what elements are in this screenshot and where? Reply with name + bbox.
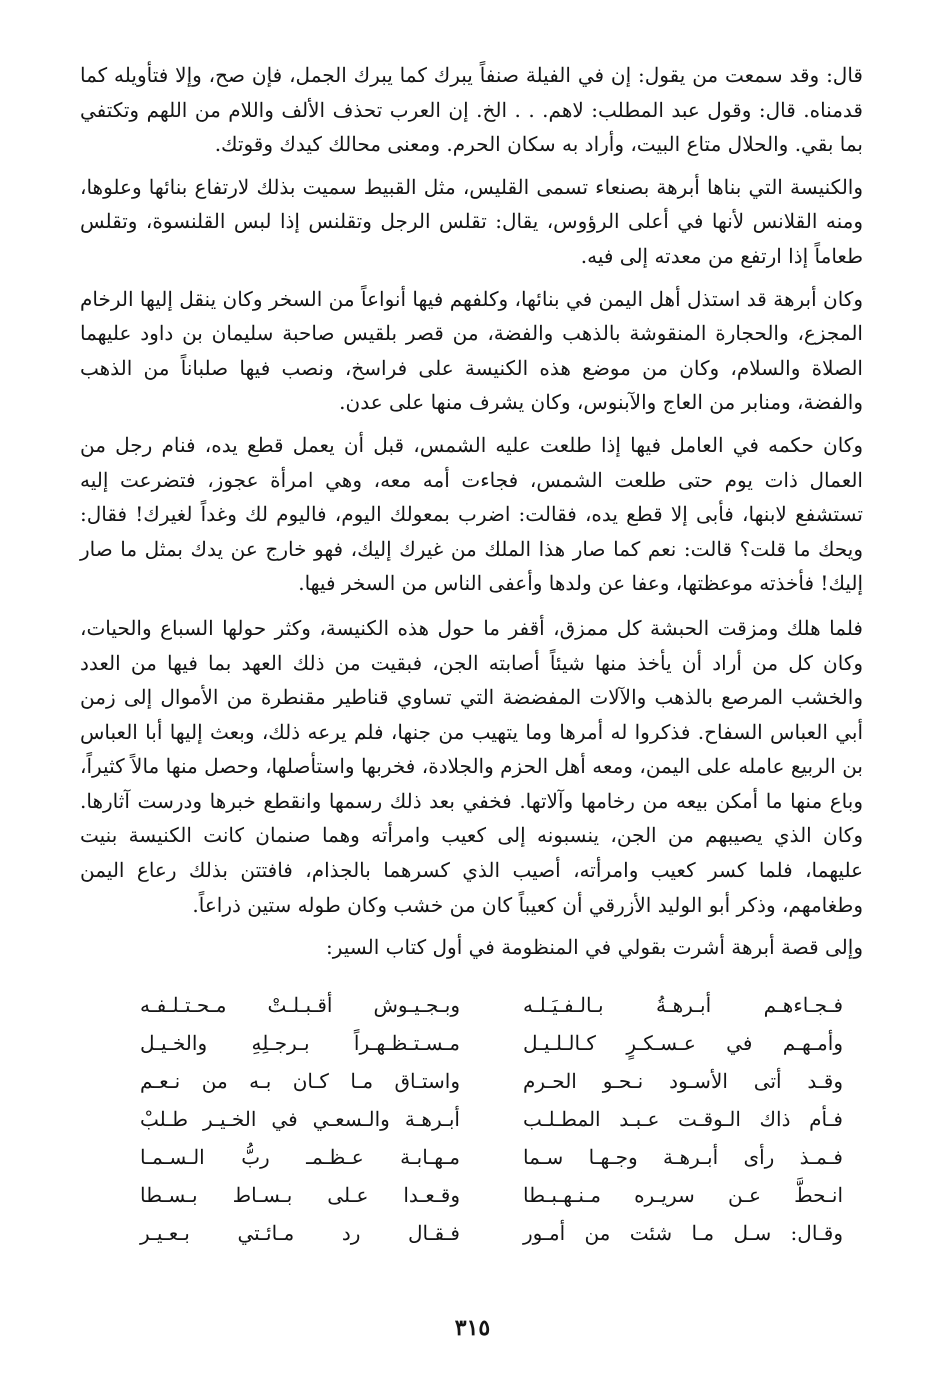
poem-hemistich-right: انـحطَّ عـن سريـره مـنـهـبـطا	[523, 1183, 843, 1208]
poem-verse	[140, 1176, 843, 1214]
paragraph-1: قال: وقد سمعت من يقول: إن في الفيلة صنفاً يبرك كما يبرك الجمل، فإن صح، وإلا فتأويله كما قدمناه. قال: وقول عبد المطلب: لاهم. . . الخ. إن العرب تحذف الألف واللام من اللهم وتكتفي بما بقي. والحلال متاع البيت، وأراد به سكان الحرم. ومعنى محالك كيدك وقوتك.	[80, 63, 863, 157]
poem-hemistich-left: مـسـتـظـهـراً بـرجـلِهِ والخـيـل	[140, 1031, 460, 1056]
poem-verse	[140, 1214, 843, 1252]
poem-hemistich-left: وقـعـدا عـلى بـسـاط بـسـطا	[140, 1183, 460, 1208]
poem-hemistich-left: واستـاق مـا كـان بـه من نـعـم	[140, 1069, 460, 1094]
poem-hemistich-right: فـأم ذاك الـوقـت عـبـد المطـلـب	[523, 1107, 843, 1132]
poem-verse	[140, 1138, 843, 1176]
poem-hemistich-right: وقـد أتى الأسـود نـحـو الحـرم	[523, 1069, 843, 1094]
poem-verse	[140, 1100, 843, 1138]
poem-hemistich-right: وقـال: سـل مـا شئت من أمـور	[523, 1221, 843, 1246]
paragraph-5: فلما هلك ومزقت الحبشة كل ممزق، أقفر ما حول هذه الكنيسة، وكثر حولها السباع والحيات، وكان كل من أراد أن يأخذ منها شيئاً أصابته الجن، فبقيت من ذلك العهد بما فيها من العدد والخشب المرصع بالذهب والآلات المفضضة التي تساوي قناطير مقنطرة من الأموال إلى زمن أبي العباس السفاح. فذكروا له أمرها وما يتهيب من جنها، فلم يرعه ذلك، وبعث إليها أبا العباس بن الربيع عامله على اليمن، ومعه أهل الحزم والجلادة، فخربها واستأصلها، وحصل منها مالاً كثيراً، وباع منها ما أمكن بيعه من رخامها وآلاتها. فخفي بعد ذلك رسمها وانقطع خبرها ودرست آثارها. وكان الذي يصيبهم من الجن، ينسبونه إلى كعيب وامرأته وهما صنمان كانت الكنيسة بنيت عليهما، فلما كسر كعيب وامرأته، أصيب الذي كسرهما بالجذام، فافتتن بذلك رعاع اليمن وطغامهم، وذكر أبو الوليد الأزرقي أن كعيباً كان من خشب وكان طوله ستين ذراعاً.	[80, 615, 863, 917]
poem-hemistich-right: وأمـهـم في عـسـكـرٍ كـالـلـيـل	[523, 1031, 843, 1056]
poem	[80, 986, 863, 1252]
poem-hemistich-right: فـجـاءهـم أبـرهـةُ بـالـفـيَـلـه	[523, 993, 843, 1018]
poem-verse	[140, 1062, 843, 1100]
page-number: ٣١٥	[454, 1315, 491, 1341]
poem-hemistich-left: فـقـال رد مـائـتي بـعـيـر	[140, 1221, 460, 1246]
poem-hemistich-left: وبـجـيـوش أقـبـلـتْ مـحـتـلـفـه	[140, 993, 460, 1018]
paragraph-2: والكنيسة التي بناها أبرهة بصنعاء تسمى القليس، مثل القبيط سميت بذلك لارتفاع بنائها وعلوها، ومنه القلانس لأنها في أعلى الرؤوس، يقال: تقلس الرجل وتقلنس إذا لبس القلنسوة، وتقلس طعاماً إذا ارتفع من معدته إلى فيه.	[80, 174, 864, 268]
poem-hemistich-left: أبـرهـة والـسعـي في الخـيـر طـلبْ	[140, 1107, 460, 1132]
poem-verse	[140, 986, 843, 1024]
poem-intro: وإلى قصة أبرهة أشرت بقولي في المنظومة في أول كتاب السير:	[326, 935, 863, 960]
paragraph-4: وكان حكمه في العامل فيها إذا طلعت عليه الشمس، قبل أن يعمل قطع يده، فنام رجل من العمال ذات يوم حتى طلعت الشمس، فجاءت أمه معه، وهي امرأة عجوز، فتضرعت إليه تستشفع لابنها، فأبى إلا قطع يده، فقالت: اضرب بمعولك اليوم، فاليوم لك وغداً لغيرك! فقال: ويحك ما قلت؟ قالت: نعم كما صار هذا الملك من غيرك إليك، فهو خارج عن يدك بمثل ما صار إليك! فأخذته موعظتها، وعفا عن ولدها وأعفى الناس من السخر فيها.	[80, 432, 863, 596]
poem-hemistich-right: فـمـذ رأى أبـرهـة وجـهـا سـما	[523, 1145, 843, 1170]
paragraph-3: وكان أبرهة قد استذل أهل اليمن في بنائها، وكلفهم فيها أنواعاً من السخر وكان ينقل إليها الرخام المجزع، والحجارة المنقوشة بالذهب والفضة، من قصر بلقيس صاحبة سليمان بن داود عليهما الصلاة والسلام، وكان من موضع هذه الكنيسة على فراسخ، ونصب فيها صلباناً من الذهب والفضة، ومنابر من العاج والآبنوس، وكان يشرف منها على عدن.	[80, 286, 863, 415]
poem-hemistich-left: مـهـابـة عـظـمـ ربُّ الـسـمـا	[140, 1145, 460, 1170]
poem-verse	[140, 1024, 843, 1062]
